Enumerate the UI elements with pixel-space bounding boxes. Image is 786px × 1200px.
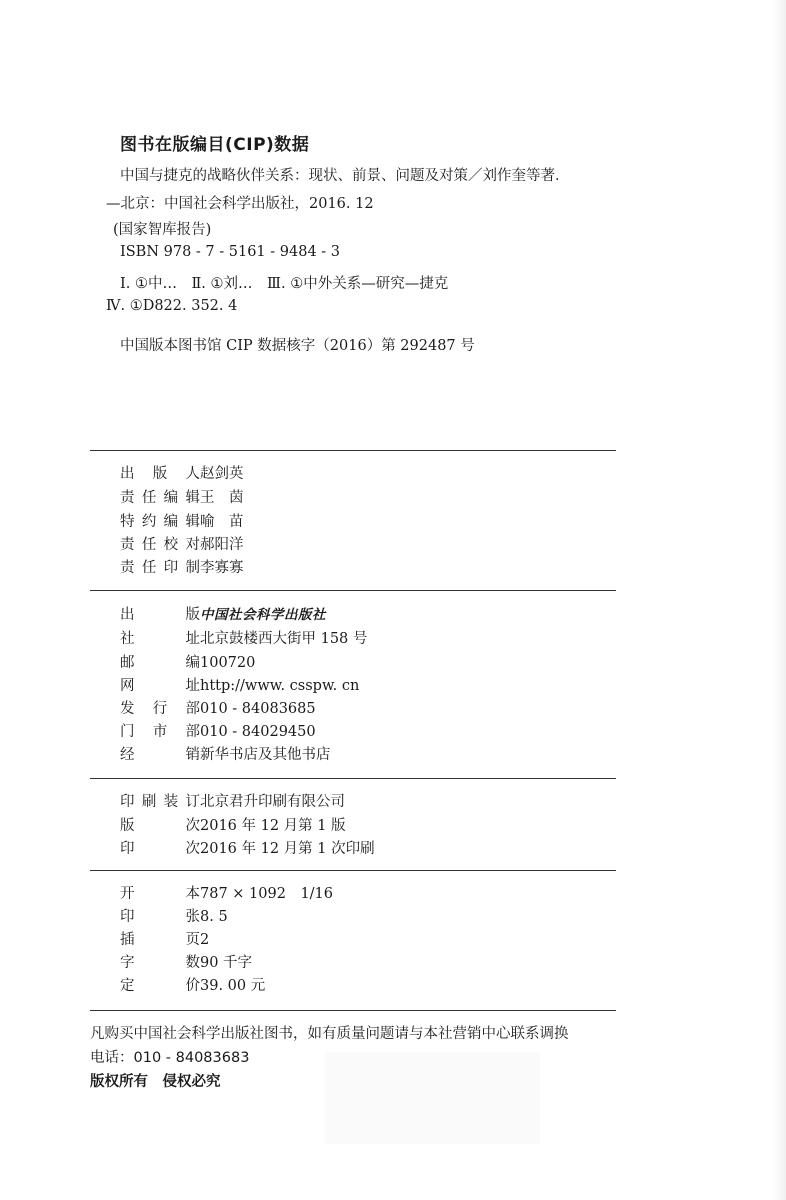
publisher-row	[120, 698, 316, 720]
specs-label: 印张	[120, 909, 200, 925]
divider-line	[90, 450, 616, 451]
specs-value: 8. 5	[200, 909, 228, 925]
staff-value: 郝阳洋	[200, 537, 244, 553]
copyright-notice: 版权所有 侵权必究	[90, 1074, 221, 1090]
staff-label: 特约编辑	[120, 514, 200, 530]
show-through-shadow	[325, 1052, 540, 1144]
publisher-label: 出版	[120, 607, 200, 623]
specs-label: 字数	[120, 955, 200, 971]
staff-label: 出版人	[120, 466, 200, 482]
publisher-value: 100720	[200, 655, 256, 671]
cip-line-classification: Ⅳ. ①D822. 352. 4	[106, 298, 238, 314]
publisher-label: 社址	[120, 631, 200, 647]
publisher-row	[120, 628, 368, 650]
staff-row	[120, 557, 244, 579]
specs-row	[120, 975, 266, 997]
publisher-name-logotype: 中国社会科学出版社	[200, 607, 326, 623]
staff-label: 责任校对	[120, 537, 200, 553]
service-phone: 电话：010 - 84083683	[90, 1050, 250, 1066]
specs-label: 开本	[120, 886, 200, 902]
staff-row	[120, 511, 244, 533]
publisher-label: 网址	[120, 678, 200, 694]
quality-notice: 凡购买中国社会科学出版社图书，如有质量问题请与本社营销中心联系调换	[90, 1026, 569, 1042]
printing-row	[120, 838, 375, 860]
staff-value: 李寡寡	[200, 560, 244, 576]
specs-label: 插页	[120, 932, 200, 948]
website-link[interactable]: http://www. csspw. cn	[200, 678, 360, 694]
specs-row	[120, 952, 253, 974]
cip-line-title-author: 中国与捷克的战略伙伴关系：现状、前景、问题及对策／刘作奎等著．	[120, 168, 570, 184]
divider-line	[90, 778, 616, 779]
staff-value: 王 茵	[200, 490, 244, 506]
cip-line-series: (国家智库报告)	[113, 222, 212, 238]
specs-value: 2	[200, 932, 210, 948]
cip-line-subjects: Ⅰ. ①中… Ⅱ. ①刘… Ⅲ. ①中外关系—研究—捷克	[120, 276, 449, 292]
publisher-value: 新华书店及其他书店	[200, 747, 331, 763]
publisher-value: 010 - 84083685	[200, 701, 316, 717]
specs-value: 90 千字	[200, 955, 253, 971]
cip-line-isbn: ISBN 978 - 7 - 5161 - 9484 - 3	[120, 244, 341, 260]
specs-value: 787 × 1092 1/16	[200, 886, 334, 902]
publisher-label: 经销	[120, 747, 200, 763]
publisher-row	[120, 675, 360, 697]
specs-row	[120, 883, 334, 905]
publisher-label: 邮编	[120, 655, 200, 671]
cip-line-record-number: 中国版本图书馆 CIP 数据核字（2016）第 292487 号	[120, 338, 475, 354]
staff-row	[120, 487, 244, 509]
publisher-row	[120, 744, 331, 766]
printing-label: 印次	[120, 841, 200, 857]
specs-row	[120, 929, 210, 951]
publisher-value: 北京鼓楼西大街甲 158 号	[200, 631, 368, 647]
specs-row	[120, 906, 228, 928]
printing-value: 2016 年 12 月第 1 次印刷	[200, 841, 375, 857]
staff-label: 责任编辑	[120, 490, 200, 506]
printing-label: 印刷装订	[120, 794, 200, 810]
printing-label: 版次	[120, 818, 200, 834]
publisher-row	[120, 652, 256, 674]
divider-line	[90, 870, 616, 871]
publisher-row	[120, 604, 326, 626]
publisher-value: 010 - 84029450	[200, 724, 316, 740]
staff-value: 赵剑英	[200, 466, 244, 482]
publisher-row	[120, 721, 316, 743]
specs-value: 39. 00 元	[200, 978, 266, 994]
staff-row	[120, 463, 244, 485]
printing-row	[120, 815, 346, 837]
printing-row	[120, 791, 345, 813]
publisher-label: 门市部	[120, 724, 200, 740]
divider-line	[90, 590, 616, 591]
staff-value: 喻 苗	[200, 514, 244, 530]
cip-title: 图书在版编目(CIP)数据	[120, 135, 310, 155]
cip-line-publisher: —北京：中国社会科学出版社，2016. 12	[106, 196, 374, 212]
printing-value: 2016 年 12 月第 1 版	[200, 818, 346, 834]
staff-row	[120, 534, 244, 556]
staff-label: 责任印制	[120, 560, 200, 576]
specs-label: 定价	[120, 978, 200, 994]
page-edge-shadow	[772, 0, 786, 1200]
publisher-label: 发行部	[120, 701, 200, 717]
divider-line	[90, 1010, 616, 1011]
printing-value: 北京君升印刷有限公司	[200, 794, 345, 810]
